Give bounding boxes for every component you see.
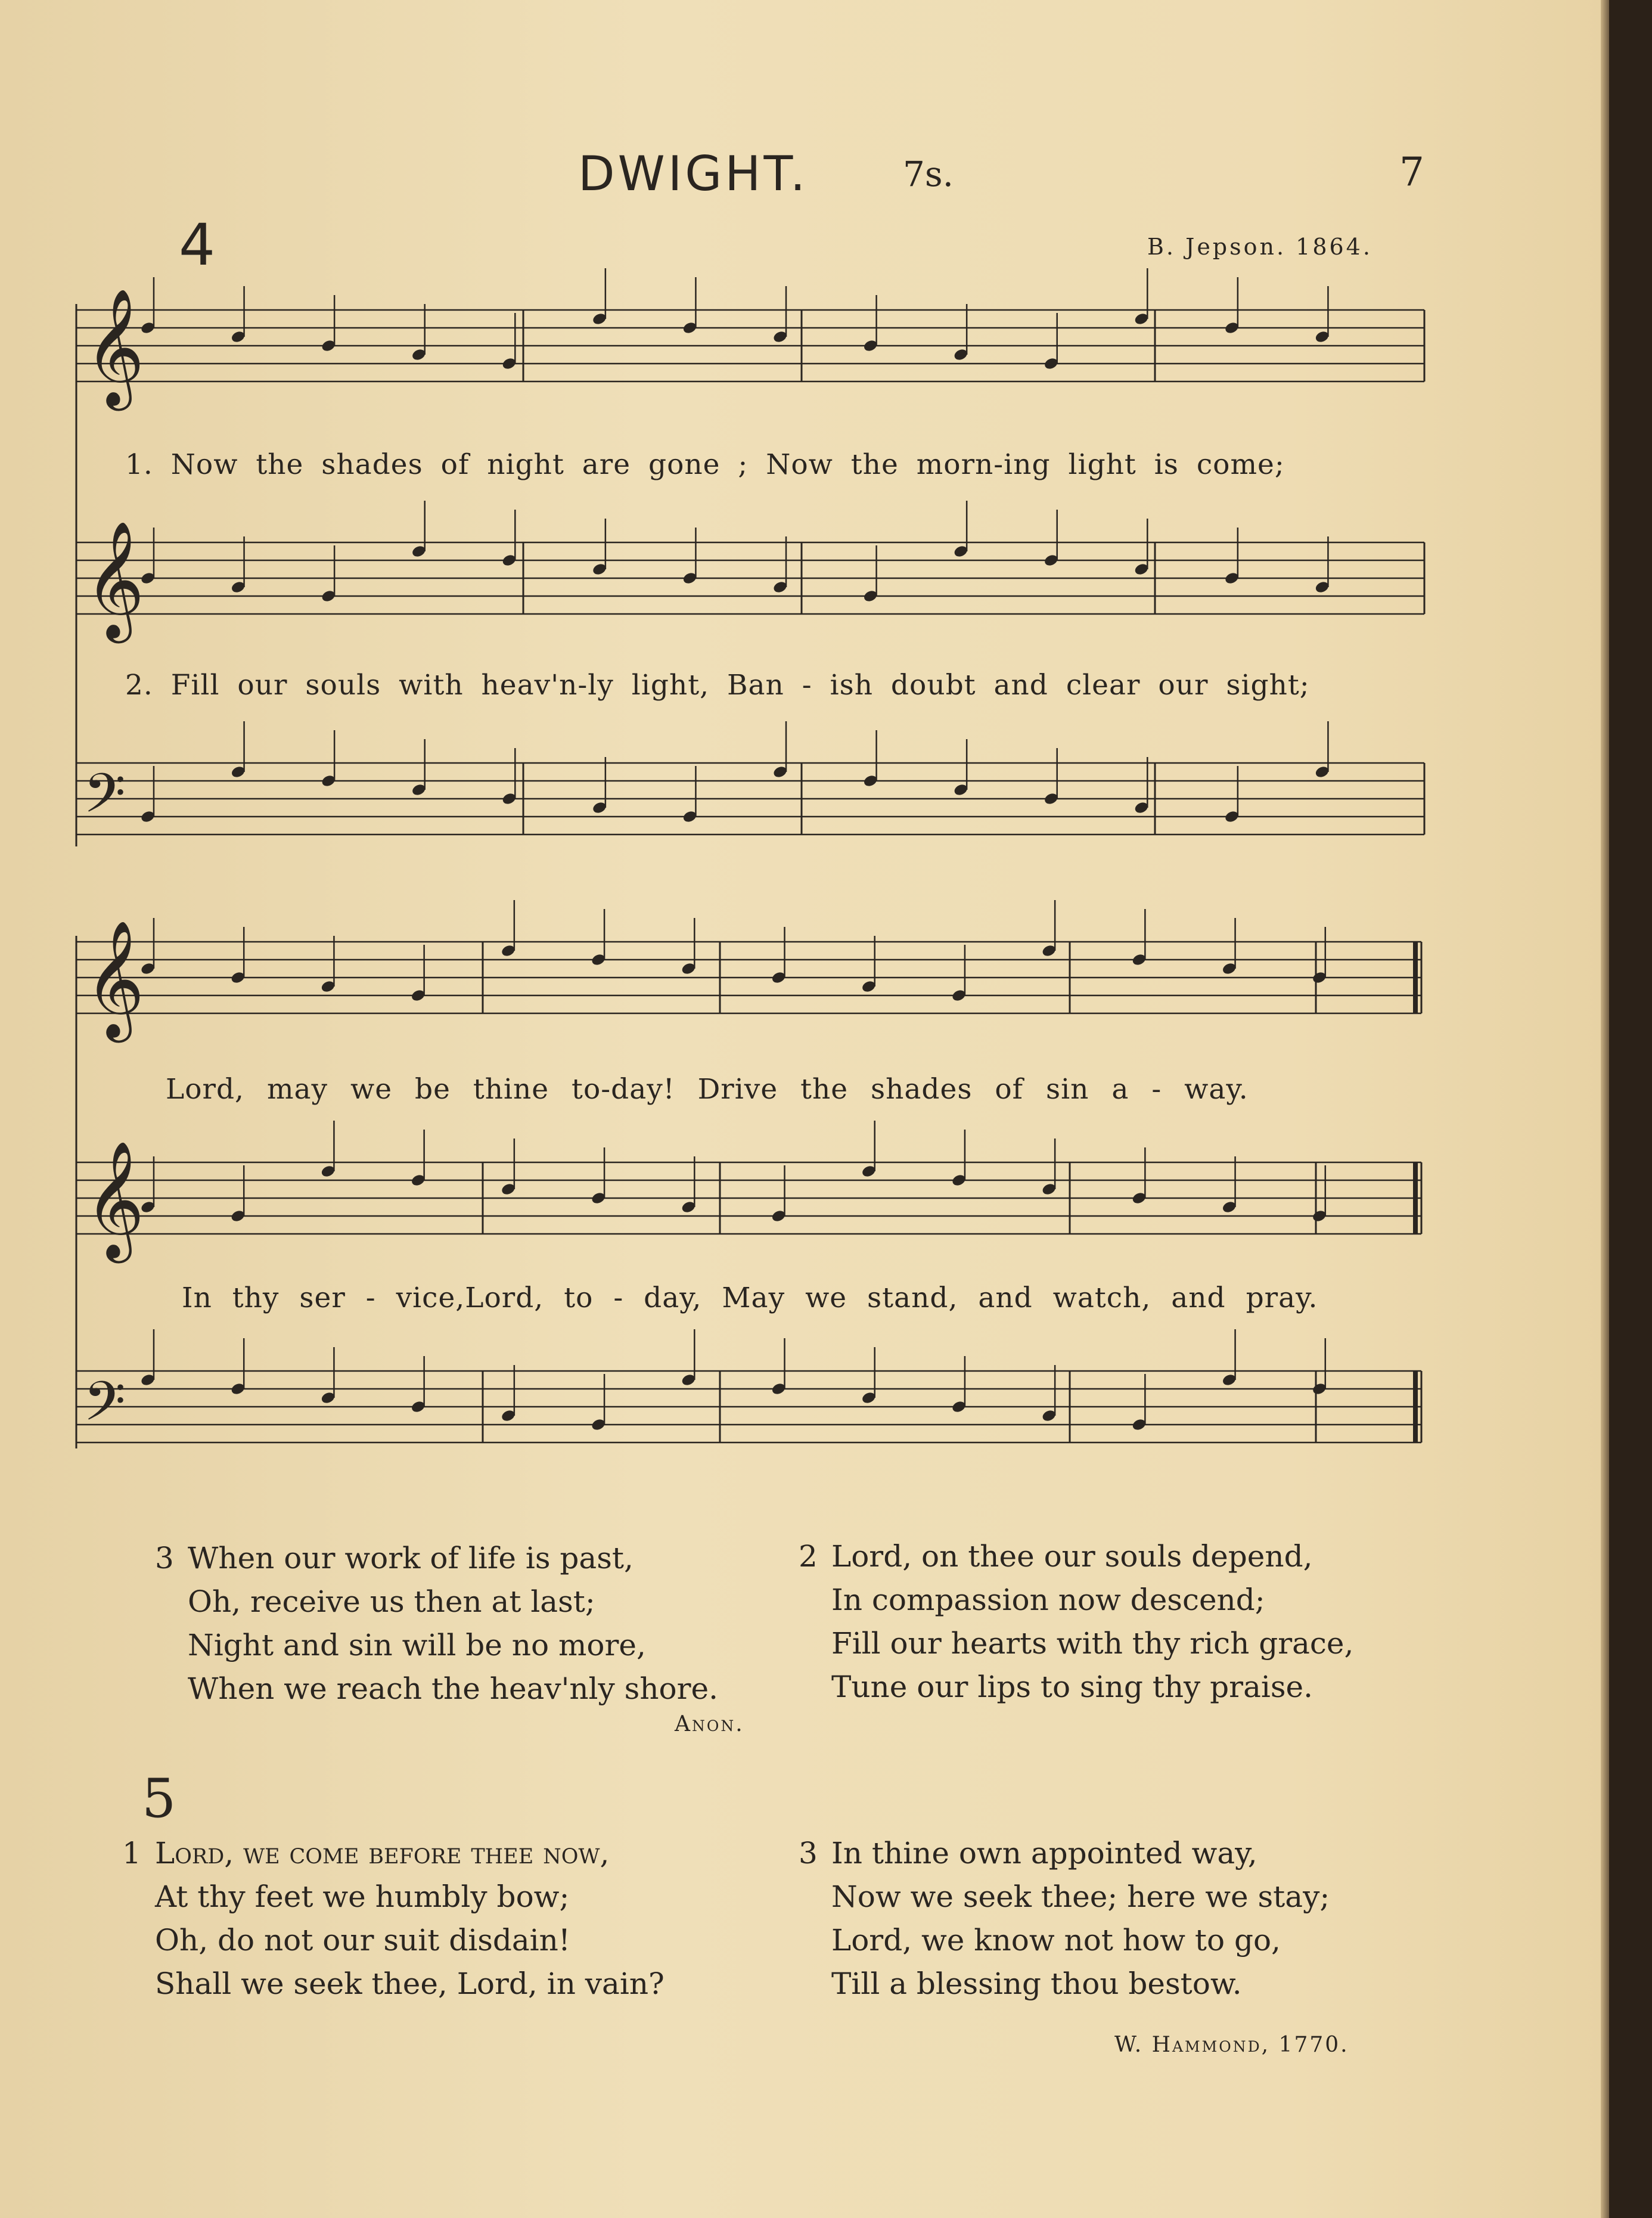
verse-line: Oh, receive us then at last; bbox=[188, 1584, 595, 1619]
attribution-hammond: W. Hammond, 1770. bbox=[1114, 2033, 1349, 2057]
verse-number: 1 bbox=[122, 1836, 141, 1870]
hymn-number: 4 bbox=[179, 212, 216, 278]
verse-number: 2 bbox=[799, 1539, 818, 1574]
verse-line: Lord, we know not how to go, bbox=[831, 1923, 1281, 1958]
verse-line: Till a blessing thou bestow. bbox=[831, 1966, 1242, 2001]
clef-icon: 𝄢 bbox=[83, 762, 126, 838]
meter-label: 7s. bbox=[903, 154, 954, 194]
clef-icon: 𝄞 bbox=[85, 1140, 145, 1258]
lyric-system1-line1: 1. Now the shades of night are gone ; Now the morn-ing light is come; bbox=[125, 448, 1285, 481]
hymn5-verse-right bbox=[799, 1832, 1330, 2006]
verse-line: Oh, do not our suit disdain! bbox=[155, 1923, 570, 1958]
verse-line: Fill our hearts with thy rich grace, bbox=[831, 1626, 1354, 1661]
lyric-system2-line2: In thy ser - vice,Lord, to - day, May we stand, and watch, and pray. bbox=[182, 1282, 1318, 1314]
verse-number: 3 bbox=[155, 1541, 174, 1575]
clef-icon: 𝄢 bbox=[83, 1370, 126, 1446]
hymn-5-number: 5 bbox=[142, 1767, 176, 1830]
verse-line: 3 In thine own appointed way, bbox=[799, 1832, 1330, 1875]
composer-credit: B. Jepson. 1864. bbox=[1147, 234, 1372, 260]
verse-line: In compassion now descend; bbox=[831, 1583, 1265, 1617]
verse-line: Tune our lips to sing thy praise. bbox=[831, 1670, 1313, 1704]
clef-icon: 𝄞 bbox=[85, 288, 145, 406]
verse-line: 2 Lord, on thee our souls depend, bbox=[799, 1535, 1353, 1578]
verse-line: 1 Lord, we come before thee now, bbox=[122, 1832, 664, 1875]
verse-number: 3 bbox=[799, 1836, 818, 1870]
hymn5-verse-left bbox=[122, 1832, 664, 2006]
verse-line: 3 When our work of life is past, bbox=[155, 1537, 718, 1580]
clef-icon: 𝄞 bbox=[85, 520, 145, 638]
verse-block-right bbox=[799, 1535, 1353, 1709]
verse-line: At thy feet we humbly bow; bbox=[155, 1879, 570, 1914]
lyric-system2-line1: Lord, may we be thine to-day! Drive the shades of sin a - way. bbox=[166, 1073, 1249, 1106]
lyric-system1-line2: 2. Fill our souls with heav'n-ly light, Ban - ish doubt and clear our sight; bbox=[125, 669, 1310, 702]
verse-line: When we reach the heav'nly shore. bbox=[188, 1671, 719, 1706]
clef-icon: 𝄞 bbox=[85, 920, 145, 1038]
verse-line: Night and sin will be no more, bbox=[188, 1628, 646, 1662]
page-number: 7 bbox=[1399, 149, 1424, 195]
verse-block-left bbox=[155, 1537, 718, 1711]
verse-line: Now we seek thee; here we stay; bbox=[831, 1879, 1330, 1914]
verse-line: Shall we seek thee, Lord, in vain? bbox=[155, 1966, 664, 2001]
attribution-anon: Anon. bbox=[675, 1712, 744, 1736]
tune-title: DWIGHT. bbox=[578, 146, 809, 201]
